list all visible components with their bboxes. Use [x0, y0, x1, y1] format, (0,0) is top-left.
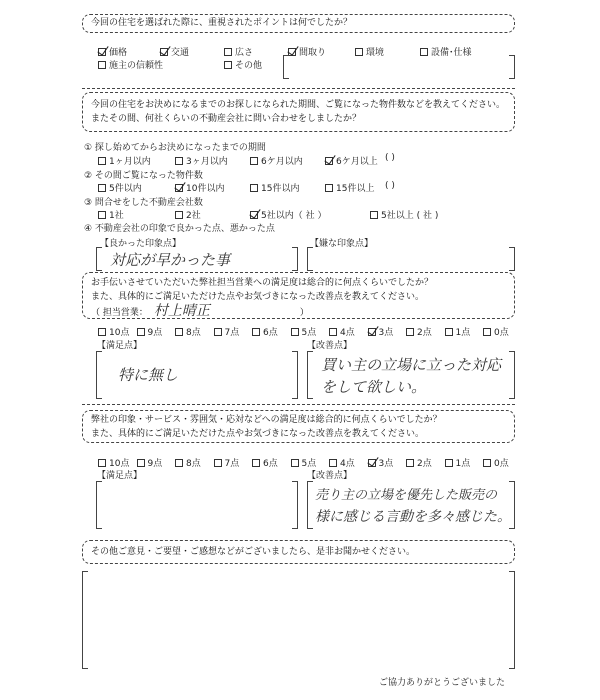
good-impression-label: 【良かった印象点】: [100, 239, 182, 249]
option-label: 5点: [301, 328, 317, 338]
checkbox-icon[interactable]: [445, 328, 453, 336]
score-option[interactable]: [483, 325, 509, 338]
option-label: 3点: [378, 328, 394, 338]
option-label: 4点: [340, 328, 355, 338]
checkbox-icon[interactable]: [483, 328, 491, 336]
option-label: 設備･仕様: [431, 48, 472, 58]
q5-question: その他ご意見・ご要望・ご感想などがございましたら、是非お聞かせください。: [91, 547, 416, 557]
checkbox-icon[interactable]: [98, 157, 106, 165]
option-label: 5社以内（ 社 ）: [261, 211, 327, 221]
score-option[interactable]: [368, 325, 394, 338]
q1-option[interactable]: [98, 45, 127, 58]
q4-improve-answer-line2: 様に感じる言動を多々感じた。: [315, 509, 511, 525]
q3-improve-answer-line1: 買い主の立場に立った対応: [321, 356, 502, 374]
score-option[interactable]: [175, 325, 201, 338]
q1-option[interactable]: [160, 45, 189, 58]
checked-checkbox-icon[interactable]: [160, 48, 168, 56]
option-label: 価格: [109, 48, 128, 58]
q1-option[interactable]: [224, 45, 253, 58]
checkbox-icon[interactable]: [420, 48, 428, 56]
score-option[interactable]: [214, 456, 240, 469]
score-option[interactable]: [291, 325, 317, 338]
score-option[interactable]: [483, 456, 509, 469]
score-option[interactable]: [329, 325, 355, 338]
score-option[interactable]: [214, 325, 240, 338]
checkbox-icon[interactable]: [137, 328, 145, 336]
checkbox-icon[interactable]: [329, 459, 337, 467]
option-label: 0点: [494, 459, 509, 469]
option-label: 7点: [224, 459, 240, 469]
checkbox-icon[interactable]: [406, 459, 414, 467]
checkbox-icon[interactable]: [98, 61, 106, 69]
q4-improve-field[interactable]: [307, 482, 515, 528]
option-label: 8点: [186, 459, 201, 469]
score-option[interactable]: [406, 456, 432, 469]
q2-question-line1: 今回の住宅をお決めになるまでのお探しになられた期間、ご覧になった物件数などを教えてください。: [91, 100, 506, 110]
option-label: 3ヶ月以内: [186, 157, 228, 167]
option-label: 広さ: [235, 48, 254, 58]
q2-agencies-title: ③ 問合せをした不動産会社数: [84, 198, 203, 208]
checked-checkbox-icon[interactable]: [325, 157, 333, 165]
q2-question-line2: またその間、何社くらいの不動産会社に問い合わせをしましたか？: [91, 114, 362, 124]
checked-checkbox-icon[interactable]: [368, 459, 376, 467]
q3-question-line1: お手伝いさせていただいた弊社担当営業への満足度は総合的に何点くらいでしたか？: [91, 278, 434, 288]
checkbox-icon[interactable]: [370, 211, 378, 219]
score-option[interactable]: [445, 325, 471, 338]
option-label: 10点: [109, 459, 130, 469]
q3-question-line2: また、具体的にご満足いただけた点やお気づきになった改善点を教えてください。: [91, 292, 425, 302]
checked-checkbox-icon[interactable]: [175, 184, 183, 192]
q1-option[interactable]: [98, 58, 163, 71]
q2-sub1-option[interactable]: [250, 154, 303, 167]
checkbox-icon[interactable]: [291, 328, 299, 336]
q1-option[interactable]: [224, 58, 262, 71]
checked-checkbox-icon[interactable]: [250, 211, 258, 219]
q2-sub3-option[interactable]: [98, 208, 124, 221]
checkbox-icon[interactable]: [98, 184, 106, 192]
option-label: 間取り: [299, 48, 327, 58]
q2-period-paren: ( ): [385, 153, 395, 163]
option-label: 1社: [109, 211, 124, 221]
q2-count-paren: ( ): [385, 181, 395, 191]
option-label: 2点: [417, 328, 432, 338]
option-label: 6点: [263, 328, 278, 338]
checked-checkbox-icon[interactable]: [368, 328, 376, 336]
q1-question: 今回の住宅を選ばれた際に、重視されたポイントは何でしたか？: [91, 18, 353, 28]
q5-answer-field[interactable]: [82, 572, 515, 668]
q4-question-box: [82, 410, 515, 443]
option-label: 2点: [417, 459, 432, 469]
checkbox-icon[interactable]: [224, 61, 232, 69]
q2-sub3-option[interactable]: [250, 208, 326, 221]
checkbox-icon[interactable]: [252, 328, 260, 336]
q3-satisfied-field[interactable]: [96, 352, 298, 398]
q3-satisfied-answer: 特に無し: [118, 366, 179, 384]
q2-sub3-option[interactable]: [370, 208, 438, 221]
q3-improve-answer-line2: をして欲しい。: [321, 378, 427, 396]
option-label: 3点: [378, 459, 394, 469]
q1-question-box: [82, 14, 515, 33]
checked-checkbox-icon[interactable]: [288, 48, 296, 56]
checkbox-icon[interactable]: [98, 328, 106, 336]
score-option[interactable]: [175, 456, 201, 469]
q2-sub3-option[interactable]: [175, 208, 201, 221]
option-label: 環境: [366, 48, 385, 58]
score-option[interactable]: [252, 456, 278, 469]
q2-sub2-option[interactable]: [325, 181, 374, 194]
option-label: 交通: [171, 48, 190, 58]
q2-sub1-option[interactable]: [98, 154, 151, 167]
checkbox-icon[interactable]: [250, 157, 258, 165]
option-label: 5社以上 ( 社 ): [381, 211, 439, 221]
sales-rep-label: （ 担当営業：: [91, 308, 148, 318]
q5-question-box: [82, 540, 515, 564]
q4-improve-label: 【改善点】: [307, 471, 353, 481]
q2-question-box: [82, 92, 515, 132]
option-label: 7点: [224, 328, 240, 338]
sales-rep-name: 村上晴正: [153, 303, 210, 319]
bad-impression-label: 【嫌な印象点】: [310, 239, 374, 249]
checkbox-icon[interactable]: [98, 211, 106, 219]
checkbox-icon[interactable]: [445, 459, 453, 467]
option-label: 6ケ月以内: [261, 157, 303, 167]
option-label: 10件以内: [186, 184, 225, 194]
q4-improve-answer-line1: 売り主の立場を優先した販売の: [315, 488, 498, 503]
checkbox-icon[interactable]: [250, 184, 258, 192]
q3-improve-field[interactable]: [307, 352, 515, 398]
checkbox-icon[interactable]: [175, 328, 183, 336]
checkbox-icon[interactable]: [98, 459, 106, 467]
q2-sub2-option[interactable]: [250, 181, 299, 194]
checkbox-icon[interactable]: [483, 459, 491, 467]
q1-other-bracket: [283, 56, 515, 78]
option-label: 9点: [147, 328, 163, 338]
q3-improve-label: 【改善点】: [307, 341, 353, 351]
checkbox-icon[interactable]: [214, 459, 222, 467]
option-label: 6点: [263, 459, 278, 469]
q2-count-title: ② その間ご覧になった物件数: [84, 171, 203, 181]
q4-question-line2: また、具体的にご満足いただけた点やお気づきになった改善点を教えてください。: [91, 429, 425, 439]
divider: [82, 404, 515, 405]
checkbox-icon[interactable]: [329, 328, 337, 336]
checkbox-icon[interactable]: [175, 459, 183, 467]
sales-rep-close: ）: [299, 308, 309, 318]
option-label: 5件以内: [109, 184, 142, 194]
option-label: 1点: [455, 459, 471, 469]
option-label: 1ヶ月以内: [109, 157, 151, 167]
checked-checkbox-icon[interactable]: [98, 48, 106, 56]
q2-period-title: ① 探し始めてからお決めになったまでの期間: [84, 143, 266, 153]
option-label: 8点: [186, 328, 201, 338]
q4-satisfied-field[interactable]: [96, 482, 298, 528]
q2-sub1-option[interactable]: [175, 154, 228, 167]
option-label: 5点: [301, 459, 317, 469]
good-impression-answer: 対応が早かった事: [110, 251, 231, 269]
q2-impression-title: ④ 不動産会社の印象で良かった点、悪かった点: [84, 224, 275, 234]
option-label: 4点: [340, 459, 355, 469]
checkbox-icon[interactable]: [175, 211, 183, 219]
score-option[interactable]: [137, 325, 163, 338]
score-option[interactable]: [406, 325, 432, 338]
checkbox-icon[interactable]: [291, 459, 299, 467]
bad-impression-field[interactable]: [307, 248, 515, 270]
checkbox-icon[interactable]: [325, 184, 333, 192]
divider: [82, 88, 515, 89]
option-label: 10点: [109, 328, 130, 338]
checkbox-icon[interactable]: [406, 328, 414, 336]
option-label: 施主の信頼性: [109, 61, 164, 71]
checkbox-icon[interactable]: [175, 157, 183, 165]
option-label: 15件以上: [336, 184, 375, 194]
checkbox-icon[interactable]: [137, 459, 145, 467]
option-label: 6ケ月以上: [336, 157, 378, 167]
option-label: その他: [235, 61, 263, 71]
option-label: 9点: [147, 459, 163, 469]
option-label: 2社: [186, 211, 201, 221]
option-label: 0点: [494, 328, 509, 338]
checkbox-icon[interactable]: [214, 328, 222, 336]
checkbox-icon[interactable]: [355, 48, 363, 56]
q4-satisfied-label: 【満足点】: [97, 471, 143, 481]
score-option[interactable]: [98, 325, 129, 338]
checkbox-icon[interactable]: [224, 48, 232, 56]
q3-satisfied-label: 【満足点】: [97, 341, 143, 351]
q3-question-box: [82, 272, 515, 319]
q2-sub1-option[interactable]: [325, 154, 378, 167]
q2-sub2-option[interactable]: [98, 181, 142, 194]
good-impression-field[interactable]: [96, 248, 298, 270]
score-option[interactable]: [252, 325, 278, 338]
q4-question-line1: 弊社の印象・サービス・雰囲気・応対などへの満足度は総合的に何点くらいでしたか？: [91, 415, 442, 425]
option-label: 15件以内: [261, 184, 300, 194]
score-option[interactable]: [368, 456, 394, 469]
checkbox-icon[interactable]: [252, 459, 260, 467]
thanks-text: ご協力ありがとうございました: [378, 678, 505, 688]
q2-sub2-option[interactable]: [175, 181, 224, 194]
score-option[interactable]: [445, 456, 471, 469]
option-label: 1点: [455, 328, 471, 338]
